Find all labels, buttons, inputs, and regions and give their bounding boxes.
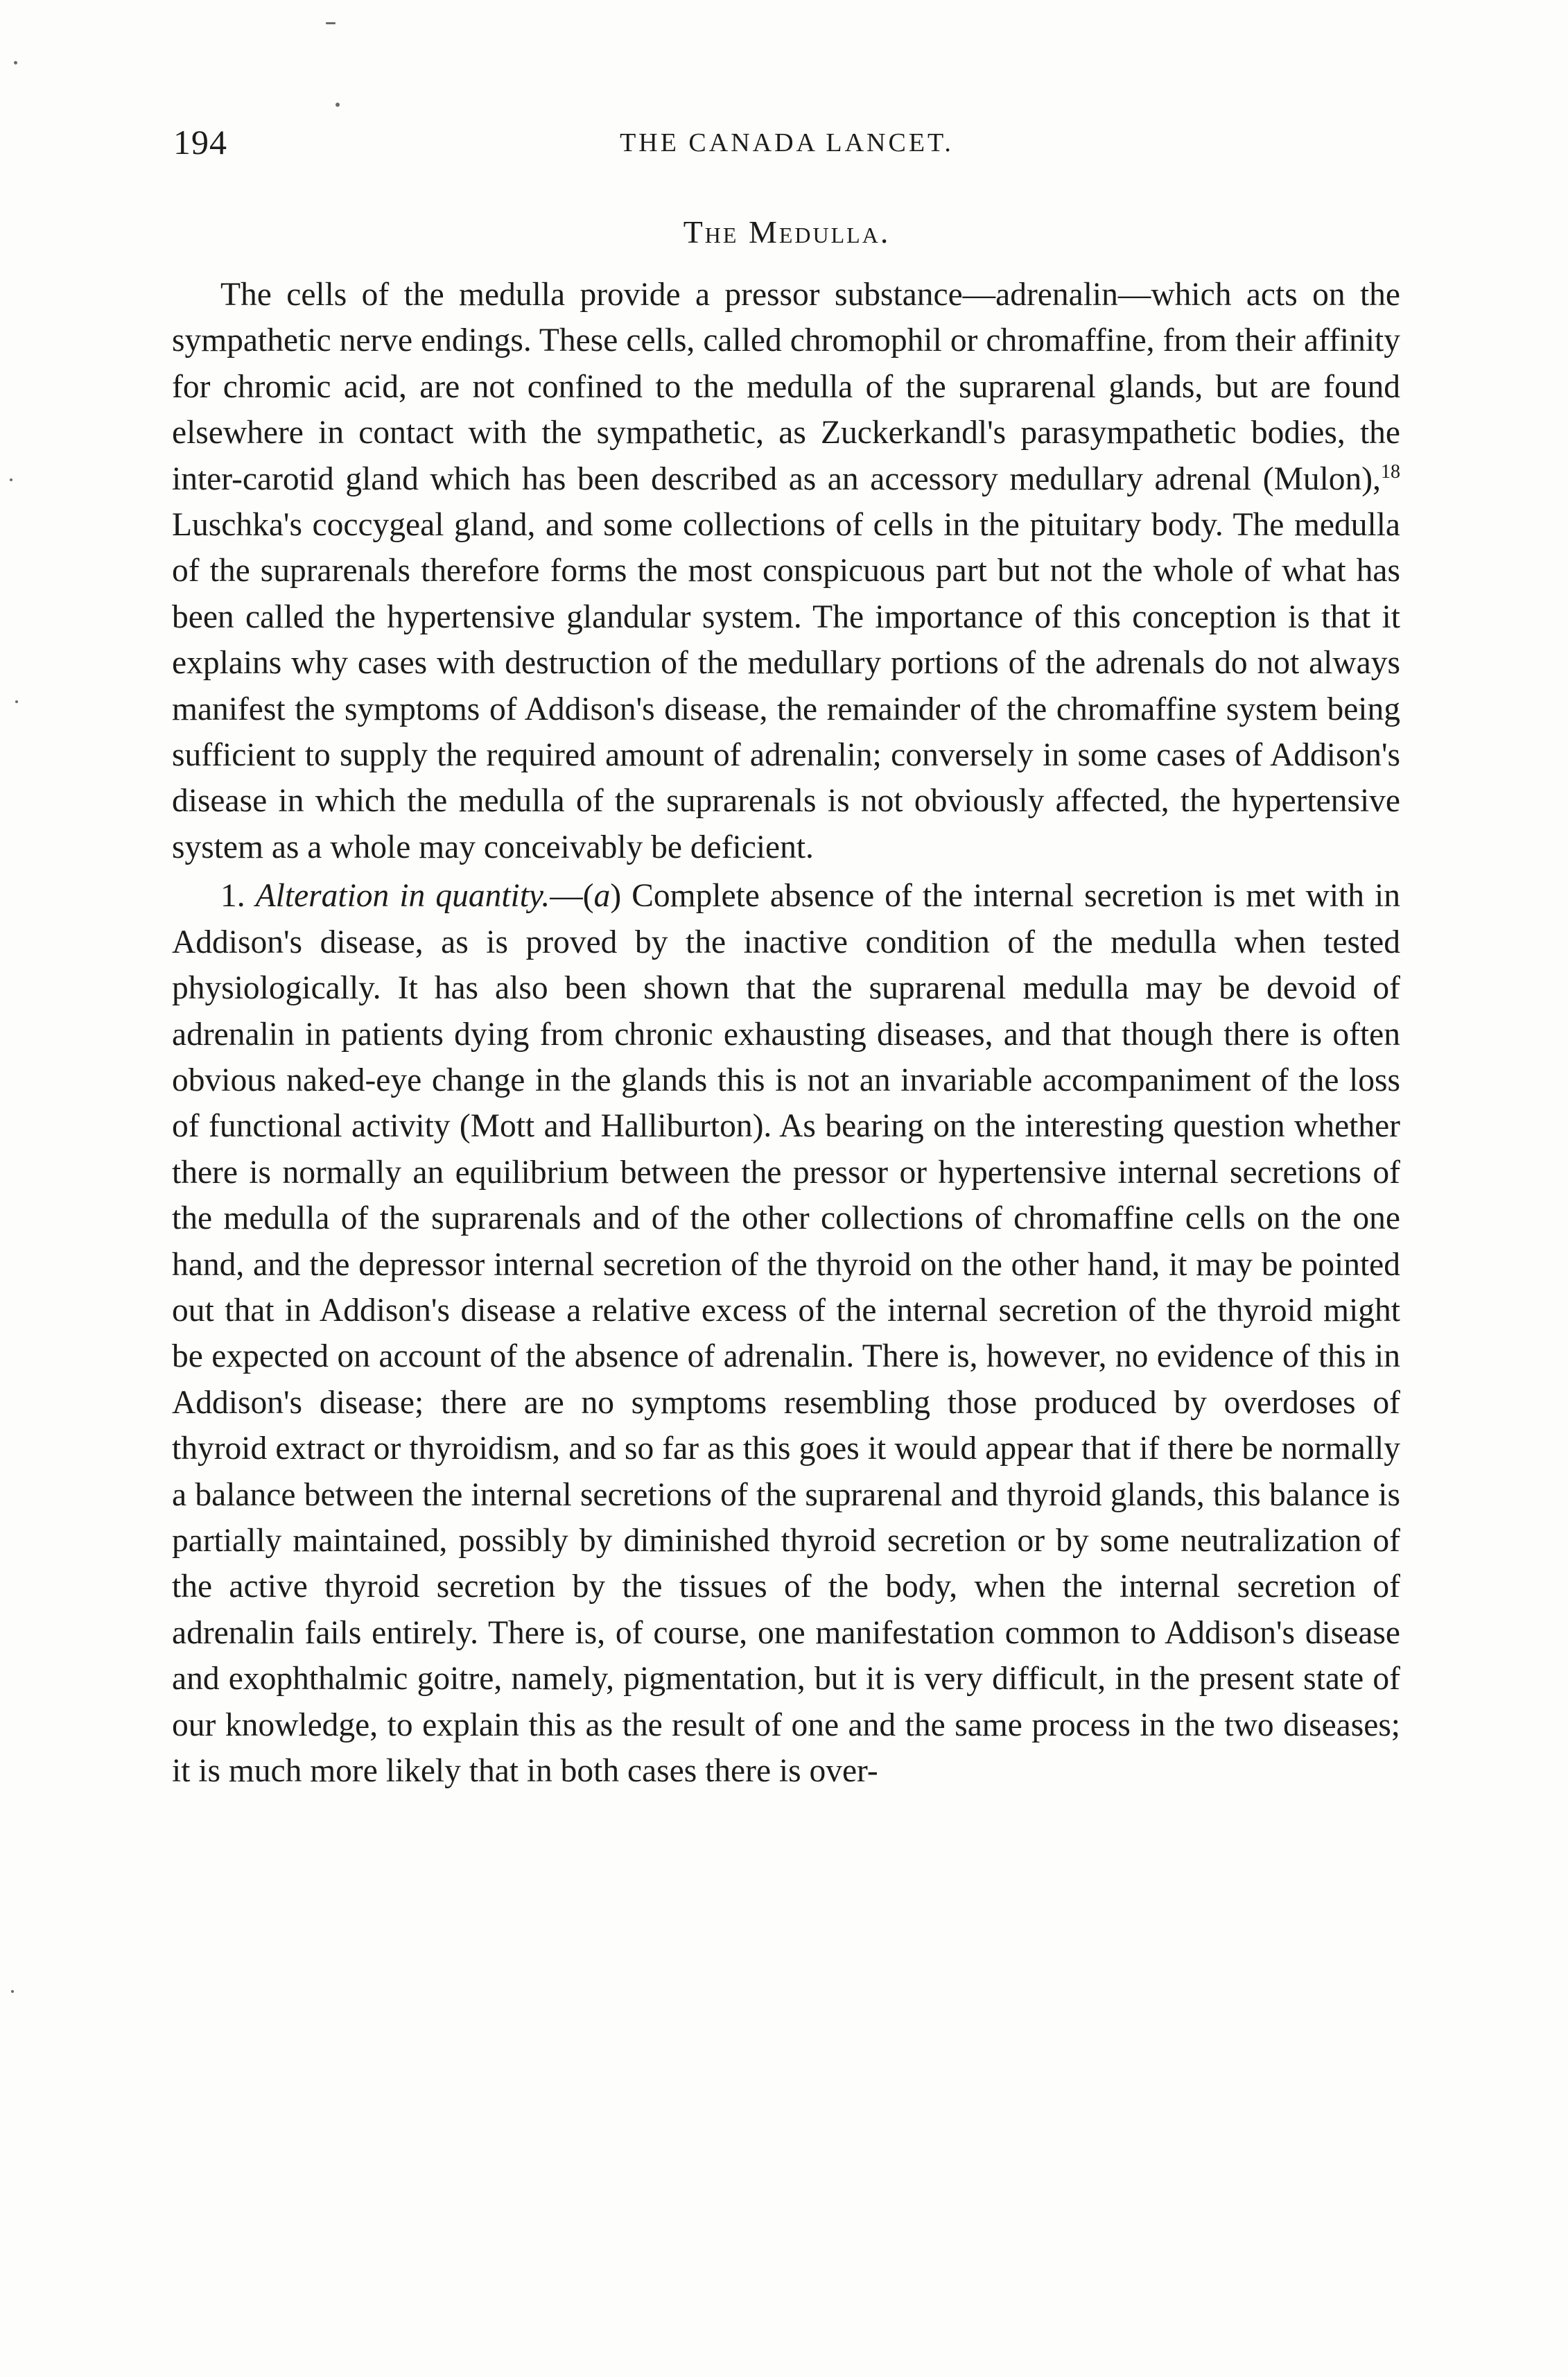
scan-speck [14,61,17,64]
running-title: THE CANADA LANCET. [620,128,954,157]
heading-dash: —( [550,878,594,915]
page-header [173,122,1400,171]
scan-speck [336,103,340,107]
subsection-heading: Alteration in quantity. [255,878,550,915]
sub-letter: a [593,878,611,915]
list-number: 1. [220,878,245,915]
scan-speck [15,700,18,703]
paragraph-text: The cells of the medulla provide a pressor substance—adrenalin—which acts on the sympathetic nerve endings. These cells, called chromophil or chromaffine, from their affinity for chromic acid, are not confined to the medulla of the suprarenal glands, but are found elsewhere in contact with the sympathetic, as Zuckerkandl's parasympathetic bodies, the inter-carotid gland which has been described as an accessory medullary adrenal (Mulon), [172,277,1400,497]
scan-speck [326,22,336,24]
paragraph-text: ) Complete absence of the internal secretion is met with in Addison's disease, as is proved by the inactive condition of the medulla when tested physiologically. It has also been shown that the suprarenal medulla may be devoid of adrenalin in patients dying from chronic exhausting diseases, and that though there is often obvious naked-eye change in the glands this is not an invariable accompaniment of the loss of functional activity (Mott and Halliburton). As bearing on the interesting question whether there is normally an equilibrium between the pressor or hypertensive internal secretions of the medulla of the suprarenals and of the other collections of chromaffine cells on the one hand, and the depressor internal secretion of the thyroid on the other hand, it may be pointed out that in Addison's disease a relative excess of the internal secretion of the thyroid might be expected on account of the absence of adrenalin. There is, however, no evidence of this in Addison's disease; there are no symptoms resembling those produced by overdoses of thyroid extract or thyroidism, and so far as this goes it would appear that if there be normally a balance between the internal secretions of the suprarenal and thyroid glands, this balance is partially maintained, possibly by diminished thyroid secretion or by some neutralization of the active thyroid secretion by the tissues of the body, when the internal secretion of adrenalin fails entirely. There is, of course, one manifestation common to Addison's disease and exophthalmic goitre, namely, pigmentation, but it is very difficult, in the present state of our knowledge, to explain this as the result of one and the same process in the two diseases; it is much more likely that in both cases there is over- [172,878,1401,1789]
paragraph-medulla-intro [172,272,1400,870]
scan-speck [11,1990,14,1993]
section-heading: The Medulla. [683,214,891,250]
paragraph-text-continued: Luschka's coccygeal gland, and some collections of cells in the pituitary body. The medulla of the suprarenals therefore forms the most conspicuous part but not the whole of what has been called the hypertensive glandular system. The importance of this conception is that it explains why cases with destruction of the medullary portions of the adrenals do not always manifest the symptoms of Addison's disease, the remainder of the chromaffine system being sufficient to supply the required amount of adrenalin; conversely in some cases of Addison's disease in which the medulla of the suprarenals is not obviously affected, the hypertensive system as a whole may conceivably be deficient. [172,507,1400,865]
scan-speck [10,478,12,481]
article-body [172,272,1400,1794]
footnote-reference: 18 [1381,460,1400,483]
page-number: 194 [173,123,227,162]
paragraph-alteration-quantity [172,873,1400,1794]
